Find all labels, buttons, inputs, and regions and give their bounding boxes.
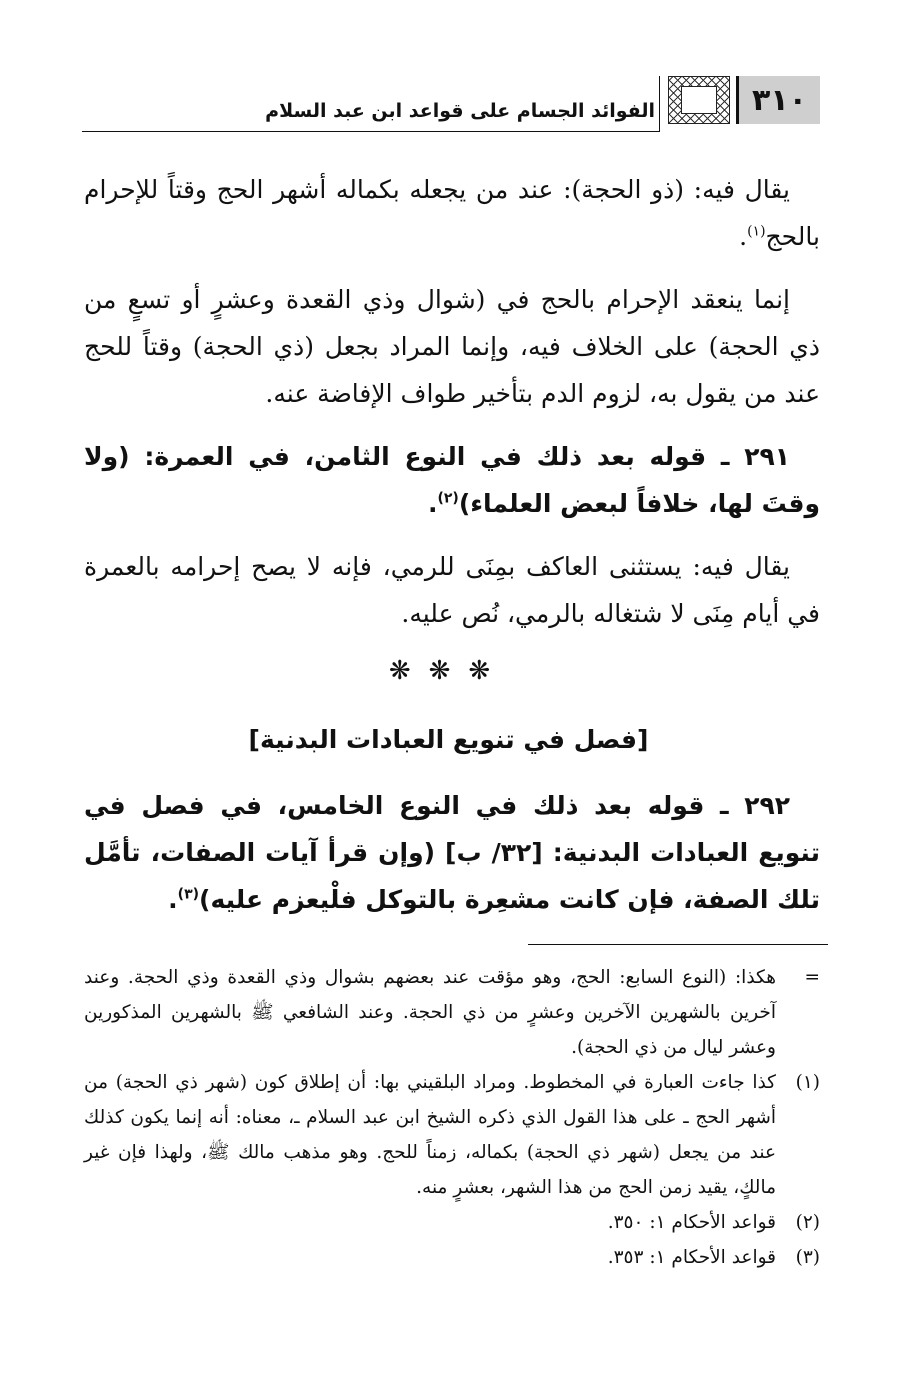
section-heading: [فصل في تنويع العبادات البدنية]	[248, 725, 649, 754]
header-rule	[82, 131, 660, 132]
page-header	[82, 70, 820, 132]
footnote-mark: (١)	[795, 1072, 820, 1093]
footnote-continued	[84, 960, 820, 1065]
footnote-1	[84, 1065, 820, 1205]
footnotes	[84, 960, 820, 1275]
footnote-mark: (٣)	[795, 1247, 820, 1268]
paragraph-2: إنما ينعقد الإحرام بالحج في (شوال وذي القعدة وعشرٍ أو تسعٍ من ذي الحجة) على الخلاف فيه، وإنما المراد بجعل (ذي الحجة) وقتاً للحج عند من يقول به، لزوم الدم بتأخير طواف الإفاضة عنه.	[84, 285, 821, 408]
footnote-ref-1[interactable]: (١)	[747, 223, 766, 240]
footnote-text: هكذا: (النوع السابع: الحج، وهو مؤقت عند بعضهم بشوال وذي القعدة وذي الحجة. وعند آخرين بالشهرين الآخرين وعشرٍ من ذي الحجة. وعند الشافعي ﷺ بالشهرين المذكورين وعشر ليال من ذي الحجة).	[84, 967, 776, 1058]
paragraph-292: ٢٩٢ ـ قوله بعد ذلك في النوع الخامس، في فصل في تنويع العبادات البدنية: [٣٢/ ب] (وإن قرأ آيات الصفات، تأمَّل تلك الصفة، فإن كانت مشعِرة بالتوكل فلْيعزم عليه)$^{(٣)}$.	[84, 791, 820, 914]
footnote-3	[84, 1240, 820, 1275]
paragraph-4: يقال فيه: يستثنى العاكف بمِنَى للرمي، فإنه لا يصح إحرامه بالعمرة في أيام مِنَى لا شتغاله بالرمي، نُص عليه.	[84, 552, 820, 628]
footnote-rule	[528, 944, 828, 945]
footnote-2	[84, 1205, 820, 1240]
footnote-mark: =	[804, 967, 820, 988]
footnote-text: قواعد الأحكام ١: ٣٥٣.	[607, 1247, 776, 1268]
page-number: ٣١٠	[736, 76, 820, 124]
paragraph-291: ٢٩١ ـ قوله بعد ذلك في النوع الثامن، في العمرة: (ولا وقتَ لها، خلافاً لبعض العلماء)$^{(٢)}$.	[84, 442, 820, 518]
body-block-bottom	[84, 782, 820, 923]
section-separator: ❋❋❋	[388, 656, 509, 686]
body-block-top	[84, 166, 820, 637]
footnote-mark: (٢)	[795, 1212, 820, 1233]
footnote-text: كذا جاءت العبارة في المخطوط. ومراد البلقيني بها: أن إطلاق كون (شهر ذي الحجة) من أشهر الحج ـ على هذا القول الذي ذكره الشيخ ابن عبد السلام ـ، معناه: أنه إنما يكون كذلك عند من يجعل (شهر ذي الحجة) بكماله، زمناً للحج. وهو مذهب مالك ﷺ، ولهذا فإن غير مالكٍ، يقيد زمن الحج من هذا الشهر، بعشرٍ منه.	[84, 1072, 776, 1198]
footnote-ref-2[interactable]: (٢)	[437, 490, 459, 507]
running-title: الفوائد الجسام على قواعد ابن عبد السلام	[265, 100, 655, 122]
footnote-ref-3[interactable]: (٣)	[177, 886, 200, 903]
footnote-text: قواعد الأحكام ١: ٣٥٠.	[607, 1212, 776, 1233]
header-divider	[659, 76, 660, 132]
ornament-icon	[668, 76, 730, 124]
paragraph-1: يقال فيه: (ذو الحجة): عند من يجعله بكماله أشهر الحج وقتاً للإحرام بالحج$^{(١)}$.	[84, 175, 820, 251]
